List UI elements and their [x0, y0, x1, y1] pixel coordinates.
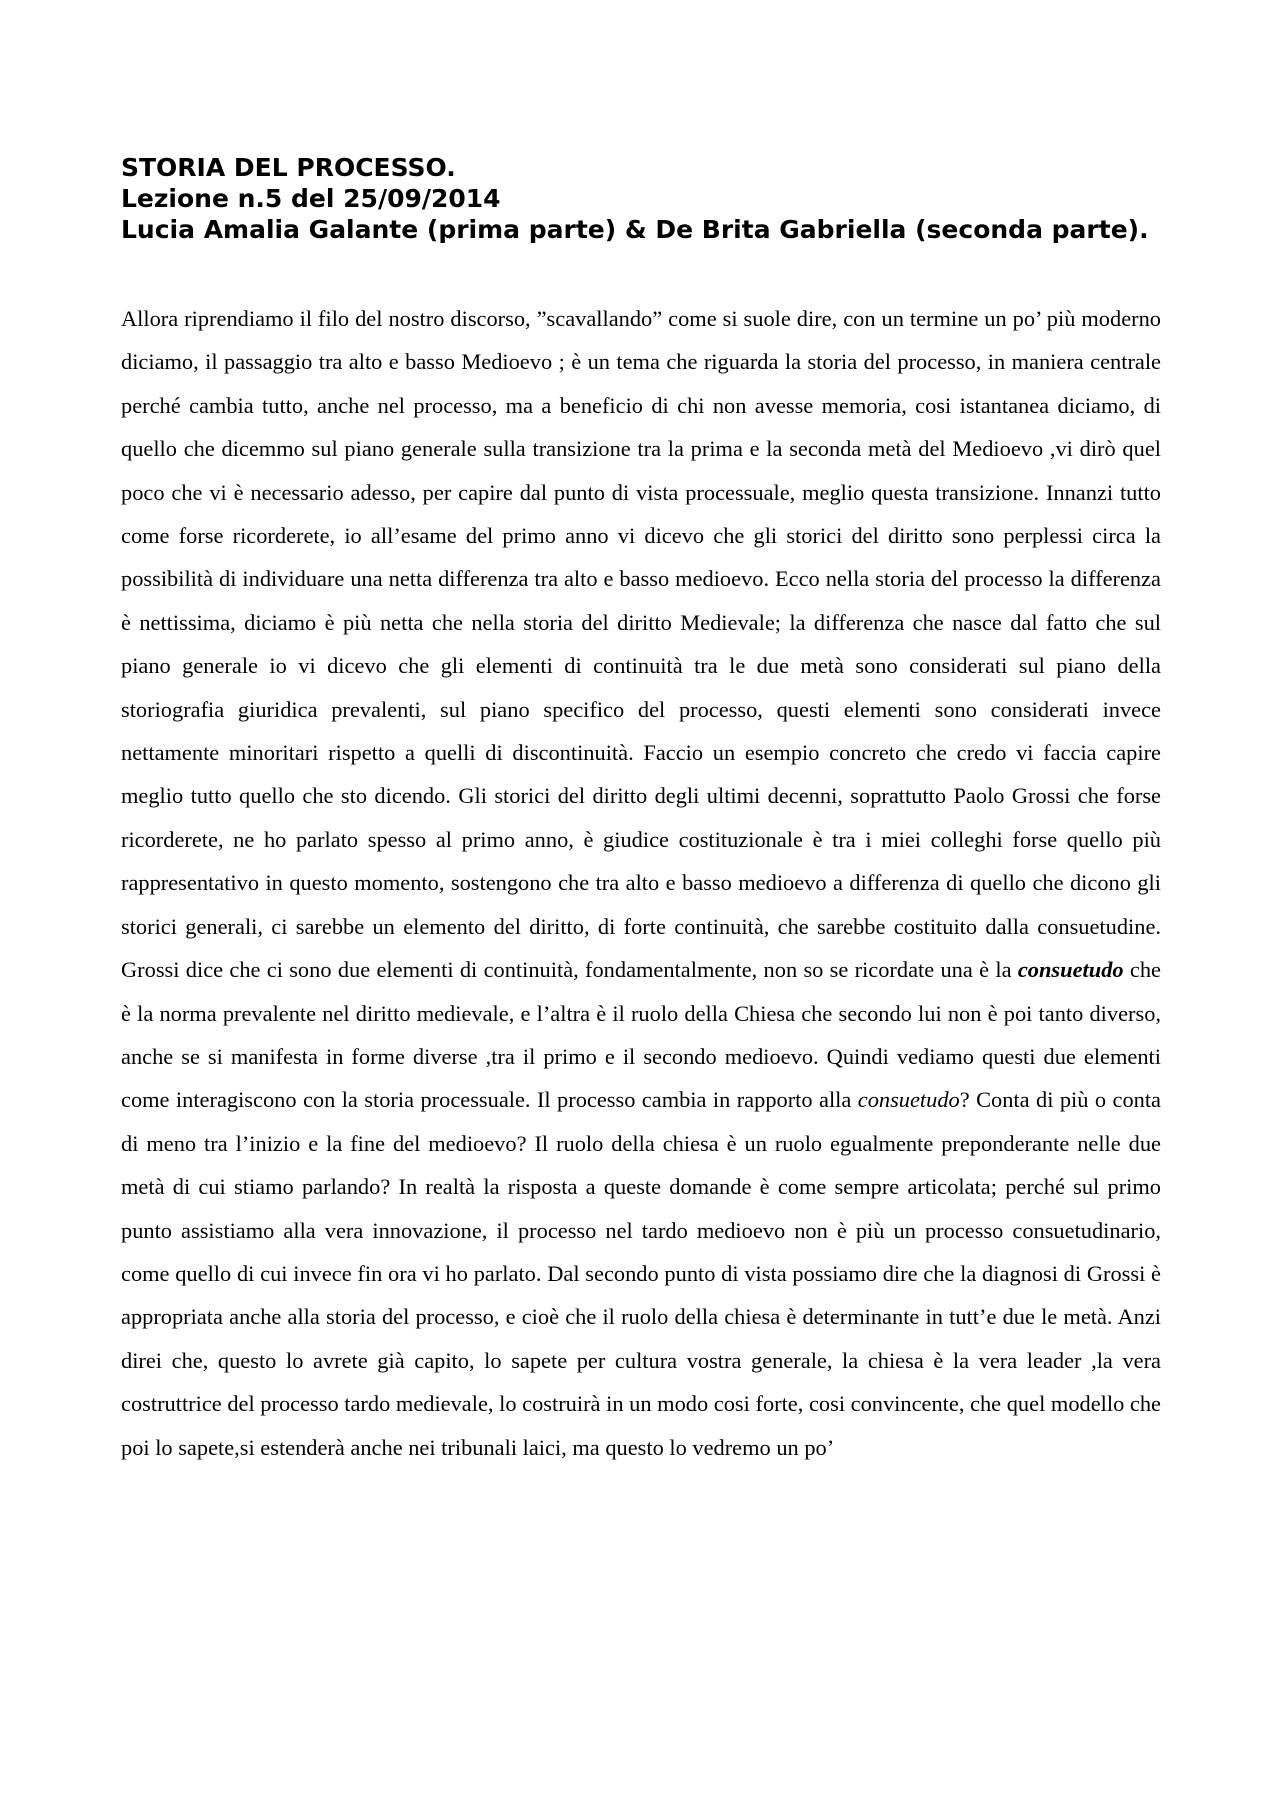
authors-line: Lucia Amalia Galante (prima parte) & De Brita Gabriella (seconda parte). — [121, 215, 1149, 244]
lesson-date: Lezione n.5 del 25/09/2014 — [121, 184, 501, 213]
document-title: STORIA DEL PROCESSO. — [121, 153, 456, 182]
document-header — [121, 152, 1161, 245]
body-text-segment-3: ? Conta di più o conta di meno tra l’inizio e la fine del medioevo? Il ruolo della chiesa è un ruolo egualmente preponderante nelle due metà di cui stiamo parlando? In realtà la risposta a queste domande è come sempre articolata; perché sul primo punto assistiamo alla vera innovazione, il processo nel tardo medioevo non è più un processo consuetudinario, come quello di cui invece fin ora vi ho parlato. Dal secondo punto di vista possiamo dire che la diagnosi di Grossi è appropriata anche alla storia del processo, e cioè che il ruolo della chiesa è determinante in tutt’e due le metà. Anzi direi che, questo lo avrete già capito, lo sapete per cultura vostra generale, la chiesa è la vera leader ,la vera costruttrice del processo tardo medievale, lo costruirà in un modo cosi forte, cosi convincente, che quel modello che poi lo sapete,si estenderà anche nei tribunali laici, ma questo lo vedremo un po’ — [121, 1087, 1161, 1460]
body-text-segment-1: Allora riprendiamo il filo del nostro discorso, ”scavallando” come si suole dire, con un termine un po’ più moderno diciamo, il passaggio tra alto e basso Medioevo ; è un tema che riguarda la storia del processo, in maniera centrale perché cambia tutto, anche nel processo, ma a beneficio di chi non avesse memoria, cosi istantanea diciamo, di quello che dicemmo sul piano generale sulla transizione tra la prima e la seconda metà del Medioevo ,vi dirò quel poco che vi è necessario adesso, per capire dal punto di vista processuale, meglio questa transizione. Innanzi tutto come forse ricorderete, io all’esame del primo anno vi dicevo che gli storici del diritto sono perplessi circa la possibilità di individuare una netta differenza tra alto e basso medioevo. Ecco nella storia del processo la differenza è nettissima, diciamo è più netta che nella storia del diritto Medievale; la differenza che nasce dal fatto che sul piano generale io vi dicevo che gli elementi di continuità tra le due metà sono considerati sul piano della storiografia giuridica prevalenti, sul piano specifico del processo, questi elementi sono considerati invece nettamente minoritari rispetto a quelli di discontinuità. Faccio un esempio concreto che credo vi faccia capire meglio tutto quello che sto dicendo. Gli storici del diritto degli ultimi decenni, soprattutto Paolo Grossi che forse ricorderete, ne ho parlato spesso al primo anno, è giudice costituzionale è tra i miei colleghi forse quello più rappresentativo in questo momento, sostengono che tra alto e basso medioevo a differenza di quello che dicono gli storici generali, ci sarebbe un elemento del diritto, di forte continuità, che sarebbe costituito dalla consuetudine. Grossi dice che ci sono due elementi di continuità, fondamentalmente, non so se ricordate una è la — [121, 306, 1161, 983]
term-consuetudo-italic: consuetudo — [857, 1087, 960, 1113]
term-consuetudo-bold-italic: consuetudo — [1017, 957, 1124, 983]
body-text-segment-2: che è la norma prevalente nel diritto medievale, e l’altra è il ruolo della Chiesa che secondo lui non è poi tanto diverso, anche se si manifesta in forme diverse ,tra il primo e il secondo medioevo. Quindi vediamo questi due elementi come interagiscono con la storia processuale. Il processo cambia in rapporto alla — [121, 957, 1161, 1113]
body-paragraph — [121, 297, 1161, 1469]
